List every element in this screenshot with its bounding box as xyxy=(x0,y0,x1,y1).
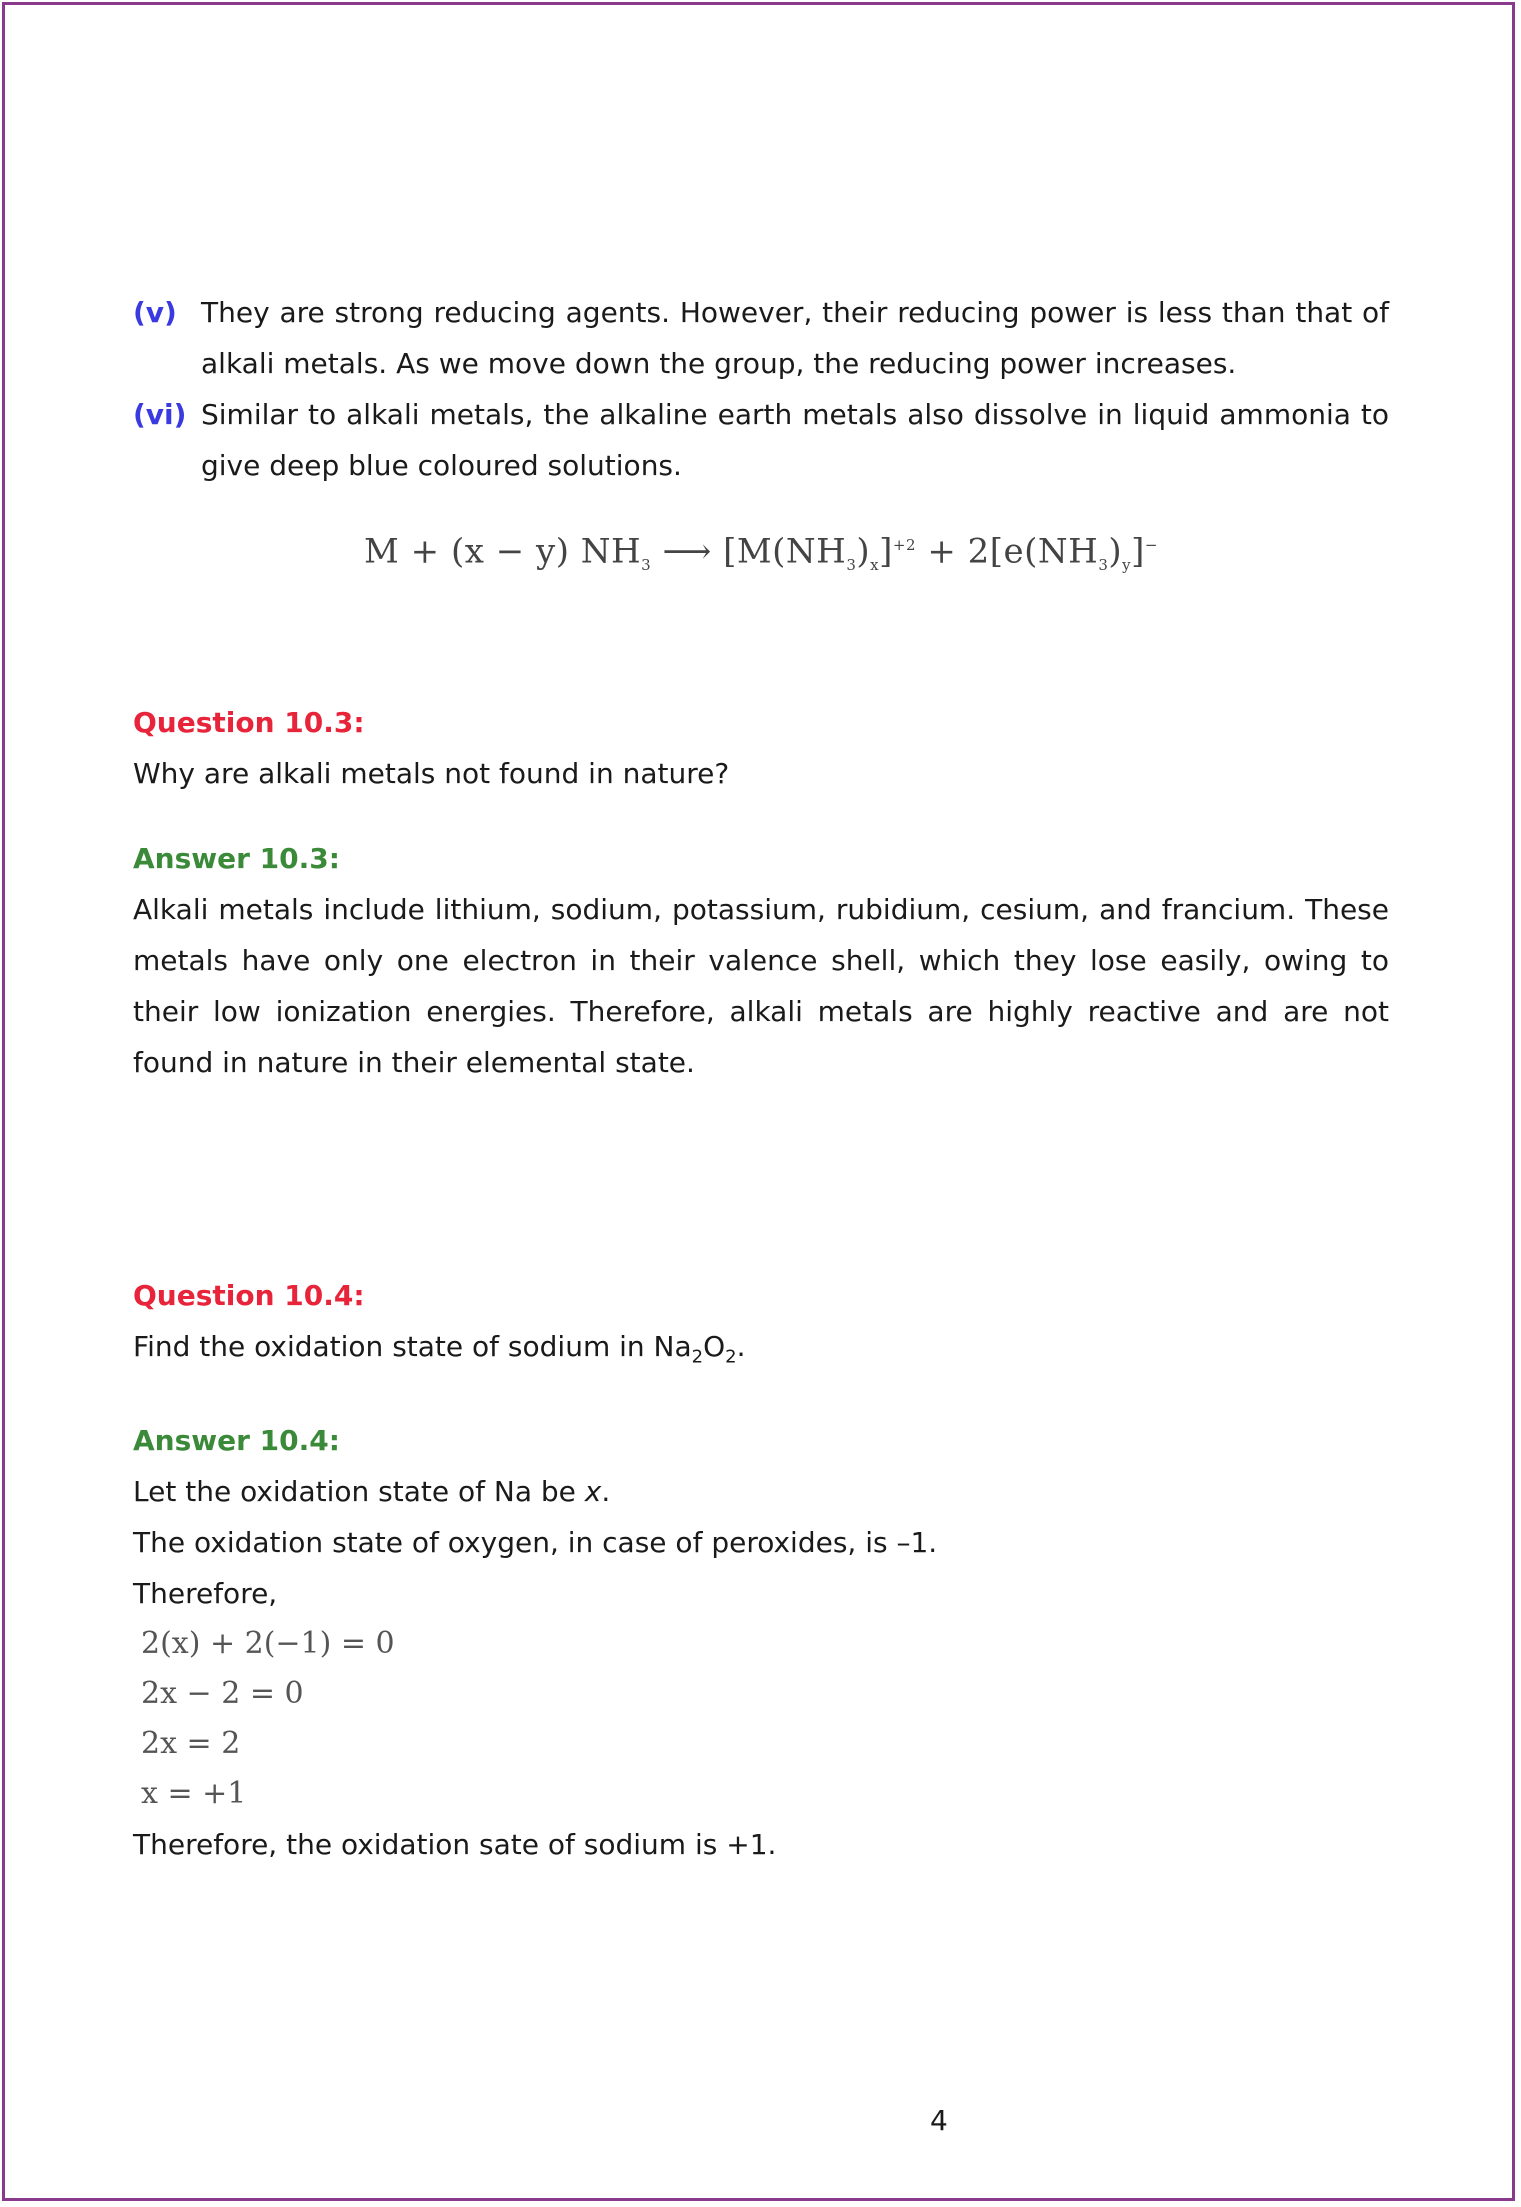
answer-conclusion: Therefore, the oxidation sate of sodium is +1. xyxy=(133,1827,777,1861)
equation-reactants: M + (x − y) NH xyxy=(364,531,642,572)
list-item-text: Similar to alkali metals, the alkaline earth metals also dissolve in liquid ammonia to give deep blue coloured solutions. xyxy=(201,398,1389,482)
equation-subscript: 3 xyxy=(641,556,652,575)
equation-paren: ) xyxy=(856,531,871,572)
answer-line: Therefore, xyxy=(133,1576,278,1610)
math-step: 2(x) + 2(−1) = 0 xyxy=(141,1625,395,1661)
equation-subscript: 3 xyxy=(1098,556,1109,575)
ammonia-equation: M + (x − y) $NH_3$ ⟶ $[M(NH_3)_x]^{+2} + 2[e(NH_3)_y]^-$ xyxy=(364,531,1158,575)
subscript: 2 xyxy=(725,1346,737,1368)
math-step: 2x = 2 xyxy=(141,1725,241,1761)
question-text-part: Find the oxidation state of sodium in Na xyxy=(133,1330,692,1363)
reaction-arrow: ⟶ xyxy=(662,531,712,572)
equation-charge: +2 xyxy=(892,536,917,554)
math-step: 2x − 2 = 0 xyxy=(141,1675,304,1711)
question-text: Why are alkali metals not found in nature? xyxy=(133,757,730,790)
answer-heading: Answer 10.4: xyxy=(133,1423,340,1457)
answer-text-part: . xyxy=(601,1474,611,1508)
answer-heading: Answer 10.3: xyxy=(133,842,340,875)
math-step: x = +1 xyxy=(141,1775,247,1811)
equation-subscript: x xyxy=(870,556,880,575)
equation-subscript: 3 xyxy=(846,556,857,575)
answer-line xyxy=(133,1466,1389,1517)
list-item-text: They are strong reducing agents. However, their reducing power is less than that of alkali metals. As we move down the group, the reducing power increases. xyxy=(201,296,1389,380)
equation-paren: ) xyxy=(1108,531,1123,572)
list-marker: (vi) xyxy=(133,398,187,431)
variable: x xyxy=(584,1474,602,1508)
subscript: 2 xyxy=(691,1346,704,1368)
answer-text-part: Let the oxidation state of Na be xyxy=(133,1474,585,1508)
page-number: 4 xyxy=(930,2104,948,2137)
equation-product-2: [e(NH xyxy=(989,531,1099,572)
answer-text: Alkali metals include lithium, sodium, potassium, rubidium, cesium, and francium. These metals have only one electron in their valence shell, which they lose easily, owing to their low ionization energies. Therefore, alkali metals are highly reactive and are not found in nature in their elemental state. xyxy=(133,893,1389,1079)
question-heading: Question 10.4: xyxy=(133,1279,365,1312)
equation-charge: − xyxy=(1144,536,1158,554)
document-content xyxy=(133,287,1389,1870)
question-text-part: . xyxy=(736,1330,746,1363)
answer-line: The oxidation state of oxygen, in case of peroxides, is –1. xyxy=(133,1525,938,1559)
question-text xyxy=(133,1321,1389,1383)
equation-product-1: [M(NH xyxy=(723,531,847,572)
list-item-v xyxy=(133,287,1389,389)
question-text-part: O xyxy=(703,1330,726,1363)
equation-subscript: y xyxy=(1122,556,1132,575)
list-item-vi xyxy=(133,389,1389,491)
question-heading: Question 10.3: xyxy=(133,706,365,739)
list-marker: (v) xyxy=(133,296,177,329)
equation-plus: + 2 xyxy=(927,531,990,572)
